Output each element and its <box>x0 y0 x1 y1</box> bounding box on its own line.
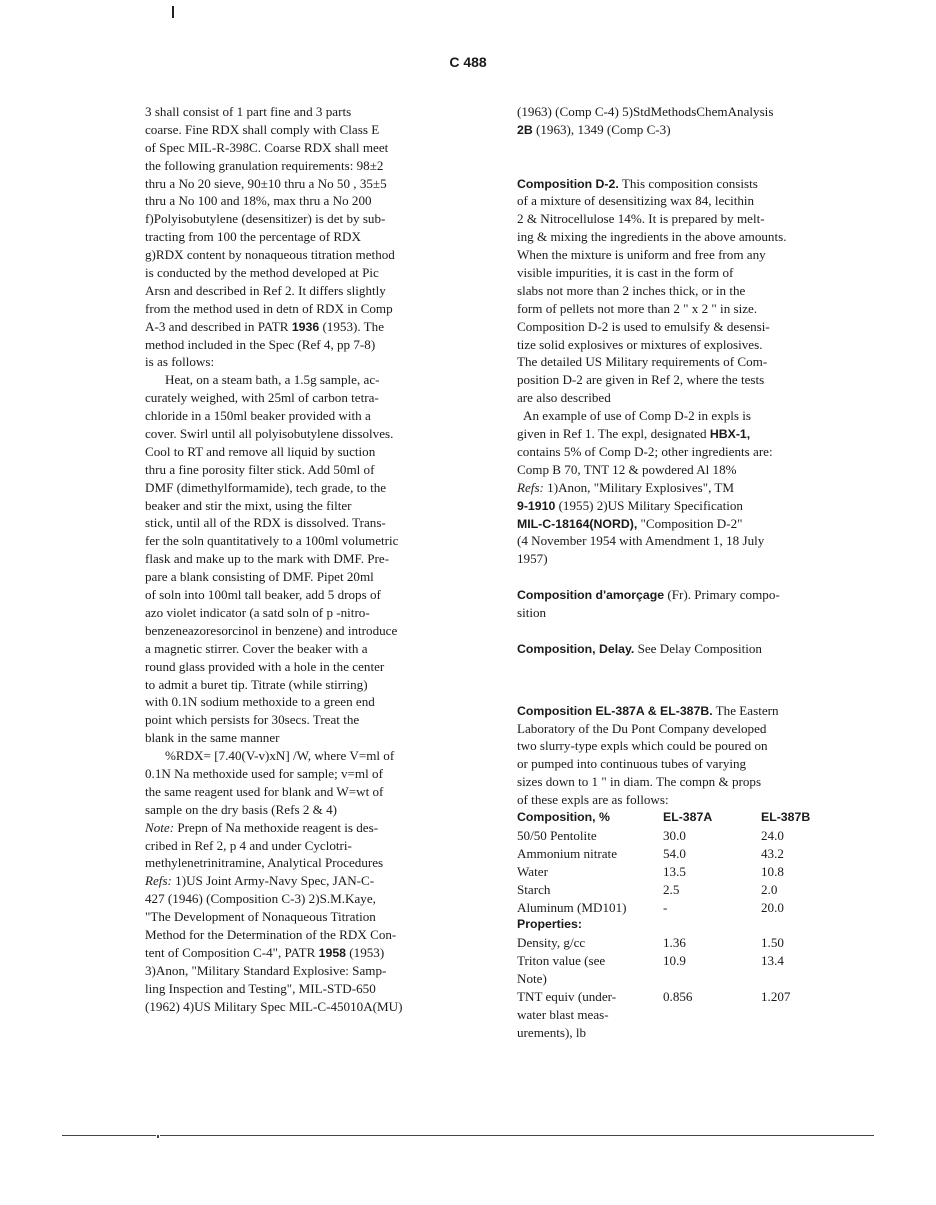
text-line: methylenetrinitramine, Analytical Procedures <box>145 855 384 871</box>
expl-designation: HBX-1, <box>709 427 751 442</box>
table-row <box>517 863 859 881</box>
table-section-label: Properties: <box>517 917 582 932</box>
text-line: of these expls are as follows: <box>517 792 669 808</box>
entry-heading: Composition EL-387A & EL-387B. <box>517 703 713 718</box>
table-cell: Ammonium nitrate <box>517 845 618 861</box>
text-line: the same reagent used for blank and W=wt of <box>145 783 384 799</box>
volume-number: 2B <box>517 122 533 137</box>
formula-line: %RDX= [7.40(V-v)xN] /W, where V=ml of <box>165 748 395 764</box>
text-line: or pumped into continuous tubes of varying <box>517 756 747 772</box>
table-cell <box>761 1024 859 1042</box>
text-line: of soln into 100ml tall beaker, add 5 drops of <box>145 587 381 603</box>
table-row <box>517 1006 859 1024</box>
text-line: two slurry-type expls which could be poured on <box>517 738 768 754</box>
text-line: is conducted by the method developed at Pic <box>145 265 379 281</box>
table-cell: Aluminum (MD101) <box>517 899 627 915</box>
table-cell: 1.207 <box>761 989 791 1005</box>
text-line: of a mixture of desensitizing wax 84, lecithin <box>517 193 755 209</box>
text-line: cover. Swirl until all polyisobutylene dissolves. <box>145 426 394 442</box>
text-line: Composition D-2 is used to emulsify & desensi- <box>517 318 770 334</box>
patr-number: 1958 <box>318 945 347 960</box>
table-row <box>517 1024 859 1042</box>
text-run: This composition consists <box>618 175 758 191</box>
table-cell: TNT equiv (under- <box>517 989 617 1005</box>
text-line: the following granulation requirements: 98±2 <box>145 157 384 173</box>
table-header-cell: EL-387B <box>761 809 811 824</box>
entry-heading: Composition D-2. <box>517 176 619 191</box>
text-line: are also described <box>517 390 611 406</box>
text-line: 3)Anon, "Military Standard Explosive: Samp- <box>145 962 387 978</box>
text-line: round glass provided with a hole in the center <box>145 658 385 674</box>
text-line <box>517 479 859 497</box>
text-line: Method for the Determination of the RDX Con- <box>145 926 397 942</box>
spacer <box>517 568 859 586</box>
table-section-row <box>517 916 859 934</box>
text-run: given in Ref 1. The expl, designated <box>517 426 710 442</box>
text-line: ing & mixing the ingredients in the above amounts. <box>517 229 787 245</box>
text-line: 3 shall consist of 1 part fine and 3 parts <box>145 104 352 119</box>
text-line: g)RDX content by nonaqueous titration method <box>145 247 395 263</box>
table-header-cell: EL-387A <box>663 809 713 824</box>
footer-rule <box>62 1135 156 1136</box>
text-line: chloride in a 150ml beaker provided with a <box>145 408 371 424</box>
table-cell: 10.9 <box>663 953 686 969</box>
table-cell: - <box>663 899 668 915</box>
footer-rule-mark <box>157 1135 159 1138</box>
table-row <box>517 934 859 952</box>
text-line: ling Inspection and Testing", MIL-STD-650 <box>145 980 376 996</box>
table-cell: Density, g/cc <box>517 935 586 951</box>
text-run: 1)Anon, "Military Explosives", TM <box>543 479 735 495</box>
text-line: position D-2 are given in Ref 2, where the tests <box>517 372 765 388</box>
text-run: (1963), 1349 (Comp C-3) <box>532 121 671 137</box>
table-row <box>517 952 859 970</box>
text-line: thru a No 100 and 18%, max thru a No 200 <box>145 193 372 209</box>
table-cell: 13.5 <box>663 863 686 879</box>
text-line: slabs not more than 2 inches thick, or in the <box>517 282 746 298</box>
text-run: See Delay Composition <box>634 640 762 656</box>
spec-number: MIL-C-18164(NORD), <box>517 516 638 531</box>
text-line: Arsn and described in Ref 2. It differs slightly <box>145 282 386 298</box>
table-cell: 1.50 <box>761 935 784 951</box>
table-cell: Water <box>517 863 548 879</box>
note-label: Note: <box>145 819 175 835</box>
table-cell: urements), lb <box>517 1024 587 1040</box>
table-cell: 24.0 <box>761 827 784 843</box>
table-cell: 0.856 <box>663 989 693 1005</box>
text-line: of Spec MIL-R-398C. Coarse RDX shall meet <box>145 139 389 155</box>
text-line: tize solid explosives or mixtures of explosives. <box>517 336 763 352</box>
text-line: cribed in Ref 2, p 4 and under Cyclotri- <box>145 837 352 853</box>
table-cell <box>663 970 761 988</box>
text-line: point which persists for 30secs. Treat the <box>145 712 360 728</box>
table-cell: 1.36 <box>663 935 686 951</box>
text-line: thru a No 20 sieve, 90±10 thru a No 50 , 35±5 <box>145 175 387 191</box>
table-header-cell: Composition, % <box>517 809 610 824</box>
entry-heading: Composition d'amorçage <box>517 588 665 603</box>
text-line: is as follows: <box>145 354 215 370</box>
text-line: a magnetic stirrer. Cover the beaker with a <box>145 640 368 656</box>
text-line: beaker and stir the mixt, using the filter <box>145 497 352 513</box>
right-column <box>517 103 859 1042</box>
table-cell: 13.4 <box>761 953 784 969</box>
table-cell: 2.5 <box>663 881 680 897</box>
text-line: visible impurities, it is cast in the form of <box>517 265 734 281</box>
table-row <box>517 899 859 917</box>
spacer <box>517 622 859 640</box>
text-line: Comp B 70, TNT 12 & powdered Al 18% <box>517 461 737 477</box>
table-cell: 50/50 Pentolite <box>517 827 597 843</box>
text-line <box>517 515 859 533</box>
text-line: f)Polyisobutylene (desensitizer) is det by sub- <box>145 211 386 227</box>
text-line: Cool to RT and remove all liquid by suction <box>145 443 376 459</box>
text-line: Laboratory of the Du Pont Company developed <box>517 720 767 736</box>
page-number: C 488 <box>449 54 487 70</box>
margin-mark <box>172 6 174 18</box>
text-line: flask and make up to the mark with DMF. Pre- <box>145 551 390 567</box>
text-line <box>517 497 859 515</box>
text-line: Heat, on a steam bath, a 1.5g sample, ac- <box>165 372 380 388</box>
entry-d2-heading-line <box>517 175 859 193</box>
entry-heading: Composition, Delay. <box>517 641 635 656</box>
table-row <box>517 845 859 863</box>
table-cell: 20.0 <box>761 899 784 915</box>
tm-number: 9-1910 <box>517 498 556 513</box>
text-line <box>145 819 481 837</box>
spacer <box>517 139 859 175</box>
entry-el387-heading-line <box>517 702 859 720</box>
text-line: An example of use of Comp D-2 in expls is <box>523 408 752 424</box>
text-line: benzeneazoresorcinol in benzene) and introduce <box>145 622 398 638</box>
text-line <box>145 318 481 336</box>
text-line <box>517 121 859 139</box>
text-run: The Eastern <box>712 702 779 718</box>
text-line: sizes down to 1 " in diam. The compn & props <box>517 774 762 790</box>
text-line: When the mixture is uniform and free from any <box>517 247 766 263</box>
table-row <box>517 988 859 1006</box>
text-run: Prepn of Na methoxide reagent is des- <box>174 819 379 835</box>
text-run: 1)US Joint Army-Navy Spec, JAN-C- <box>171 873 375 889</box>
table-cell: 43.2 <box>761 845 784 861</box>
text-line: stick, until all of the RDX is dissolved. Trans- <box>145 515 386 531</box>
text-line: curately weighed, with 25ml of carbon tetra- <box>145 390 379 406</box>
table-row <box>517 970 859 988</box>
text-run: tent of Composition C-4", PATR <box>145 944 319 960</box>
text-line: to admit a buret tip. Titrate (while stirring) <box>145 676 368 692</box>
table-cell <box>761 1006 859 1024</box>
text-line: tracting from 100 the percentage of RDX <box>145 229 361 245</box>
text-line: from the method used in detn of RDX in Comp <box>145 300 393 316</box>
table-cell: water blast meas- <box>517 1006 609 1022</box>
table-header-row <box>517 809 859 827</box>
text-line: coarse. Fine RDX shall comply with Class E <box>145 121 380 137</box>
left-column <box>145 103 481 1015</box>
text-line: DMF (dimethylformamide), tech grade, to the <box>145 479 387 495</box>
table-cell: 10.8 <box>761 863 784 879</box>
table-cell: Note) <box>517 971 547 987</box>
text-line: thru a fine porosity filter stick. Add 50ml of <box>145 461 375 477</box>
text-line: with 0.1N sodium methoxide to a green end <box>145 694 375 710</box>
text-line: pare a blank consisting of DMF. Pipet 20ml <box>145 569 374 585</box>
table-row <box>517 881 859 899</box>
text-line: 1957) <box>517 551 548 567</box>
text-line: form of pellets not more than 2 " x 2 " in size. <box>517 300 758 316</box>
text-line: 0.1N Na methoxide used for sample; v=ml of <box>145 765 383 781</box>
text-line: "The Development of Nonaqueous Titration <box>145 909 376 925</box>
text-line: (1963) (Comp C-4) 5)StdMethodsChemAnalysis <box>517 104 774 119</box>
text-line: The detailed US Military requirements of Com- <box>517 354 768 370</box>
text-line: method included in the Spec (Ref 4, pp 7-8) <box>145 336 376 352</box>
table-row <box>517 827 859 845</box>
patr-number: 1936 <box>291 319 320 334</box>
entry-delay-heading-line <box>517 640 859 658</box>
text-run: (1953). The <box>319 318 385 334</box>
footer-rule <box>160 1135 874 1136</box>
text-line <box>145 872 481 890</box>
text-line <box>145 944 481 962</box>
text-line: fer the soln quantitatively to a 100ml volumetric <box>145 533 399 549</box>
text-line: sample on the dry basis (Refs 2 & 4) <box>145 801 338 817</box>
table-cell <box>761 970 859 988</box>
text-run: (1953) <box>346 944 385 960</box>
composition-properties-table <box>517 809 859 1042</box>
text-line: (4 November 1954 with Amendment 1, 18 July <box>517 533 765 549</box>
refs-label: Refs: <box>517 479 544 495</box>
table-cell <box>663 1006 761 1024</box>
text-run: "Composition D-2" <box>637 515 743 531</box>
text-run: (Fr). Primary compo- <box>664 587 780 603</box>
text-line: blank in the same manner <box>145 730 280 746</box>
table-cell: 54.0 <box>663 845 686 861</box>
spacer <box>517 658 859 702</box>
text-run: A-3 and described in PATR <box>145 318 292 334</box>
text-line: contains 5% of Comp D-2; other ingredients are: <box>517 443 773 459</box>
refs-label: Refs: <box>145 873 172 889</box>
text-line: 427 (1946) (Composition C-3) 2)S.M.Kaye, <box>145 891 376 907</box>
entry-amorcage-heading-line <box>517 586 859 604</box>
text-line: (1962) 4)US Military Spec MIL-C-45010A(MU) <box>145 998 403 1014</box>
table-cell <box>663 1024 761 1042</box>
text-line: 2 & Nitrocellulose 14%. It is prepared by melt- <box>517 211 765 227</box>
table-cell: Triton value (see <box>517 953 606 969</box>
text-line: azo violet indicator (a satd soln of p -nitro- <box>145 604 370 620</box>
table-cell: 2.0 <box>761 881 778 897</box>
table-cell: Starch <box>517 881 551 897</box>
text-line: sition <box>517 604 547 620</box>
table-cell: 30.0 <box>663 827 686 843</box>
text-line <box>517 425 859 443</box>
text-run: (1955) 2)US Military Specification <box>555 497 743 513</box>
